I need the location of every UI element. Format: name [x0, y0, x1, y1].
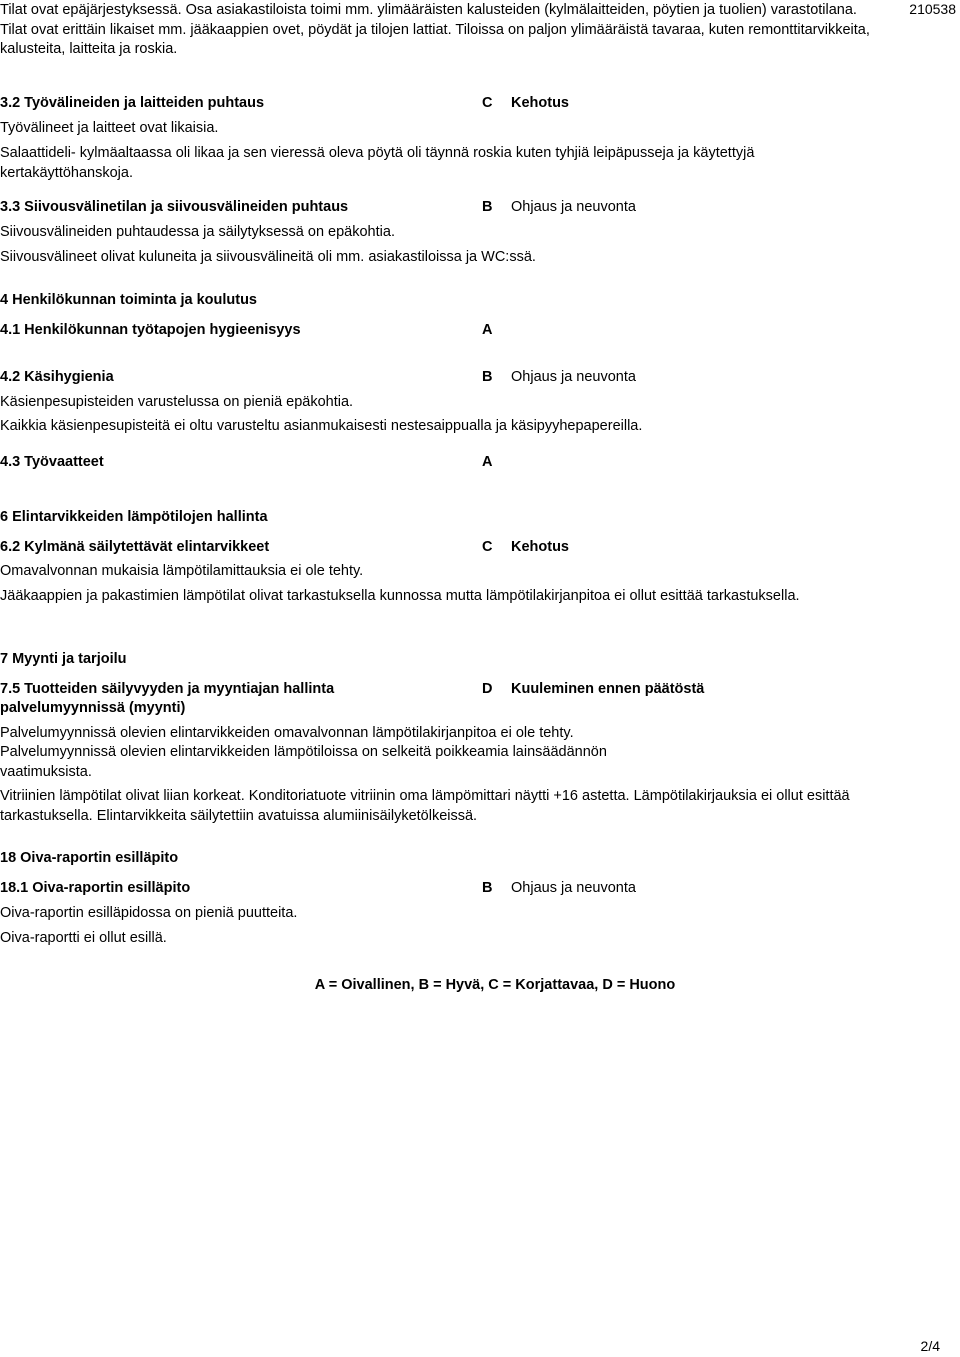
grade-letter: A — [482, 322, 493, 338]
page-number: 2/4 — [920, 1338, 940, 1354]
finding-text: Salaattideli- kylmäaltaassa oli likaa ja sen vieressä oleva pöytä oli täynnä roskia kuten tyhjiä leipäpusseja ja käytettyjä kertakäyttöhanskoja. — [0, 145, 755, 181]
intro-paragraph: Tilat ovat epäjärjestyksessä. Osa asiakastiloista toimi mm. ylimääräisten kalusteiden (kylmälaitteiden, pöytien ja tuolien) varastotilana. Tilat ovat erittäin likaiset mm. jääkaappien ovet, pöydät ja tilojen lattiat. Tiloissa on paljon ylimääräistä tavaraa, kuten remonttitarvikkeita, kalusteita, laitteita ja roskia. — [0, 2, 870, 57]
verdict: Ohjaus ja neuvonta — [511, 880, 636, 896]
grade-letter: D — [482, 681, 493, 697]
finding-text: Kaikkia käsienpesupisteitä ei oltu varusteltu asianmukaisesti nestesaippualla ja käsipyyhepapereilla. — [0, 418, 643, 434]
section-heading: 7.5 Tuotteiden säilyvyyden ja myyntiajan hallinta — [0, 681, 335, 697]
section-4-1-header — [0, 321, 900, 341]
section-7-5-header — [0, 680, 900, 700]
finding-text: Jääkaappien ja pakastimien lämpötilat olivat tarkastuksella kunnossa mutta lämpötilakirjanpitoa ei ollut esittää tarkastuksella. — [0, 588, 800, 604]
section-3-2-header — [0, 94, 900, 114]
section-heading: 4.3 Työvaatteet — [0, 454, 104, 470]
section-6-2-header — [0, 538, 900, 558]
verdict: Kuuleminen ennen päätöstä — [511, 681, 705, 697]
document-id: 210538 — [909, 1, 956, 17]
finding-text: Oiva-raportti ei ollut esillä. — [0, 930, 167, 946]
section-heading: 18.1 Oiva-raportin esilläpito — [0, 880, 191, 896]
verdict: Kehotus — [511, 95, 569, 111]
section-4-3-header — [0, 453, 900, 473]
grade-letter: A — [482, 454, 493, 470]
finding-text: Siivousvälineiden puhtaudessa ja säilytyksessä on epäkohtia. — [0, 224, 395, 240]
section-heading: 3.2 Työvälineiden ja laitteiden puhtaus — [0, 95, 265, 111]
grade-letter: B — [482, 880, 493, 896]
grade-legend: A = Oivallinen, B = Hyvä, C = Korjattavaa, D = Huono — [314, 977, 676, 993]
section-3-3-header — [0, 198, 900, 218]
finding-text: Palvelumyynnissä olevien elintarvikkeiden omavalvonnan lämpötilakirjanpitoa ei ole tehty. — [0, 725, 574, 741]
finding-text: Oiva-raportin esilläpidossa on pieniä puutteita. — [0, 905, 298, 921]
grade-letter: C — [482, 95, 493, 111]
finding-text: Käsienpesupisteiden varustelussa on pieniä epäkohtia. — [0, 394, 354, 410]
group-heading: 18 Oiva-raportin esilläpito — [0, 850, 179, 866]
group-heading: 7 Myynti ja tarjoilu — [0, 651, 127, 667]
section-heading: 6.2 Kylmänä säilytettävät elintarvikkeet — [0, 539, 270, 555]
section-heading: 3.3 Siivousvälinetilan ja siivousvälineiden puhtaus — [0, 199, 349, 215]
section-heading: 4.2 Käsihygienia — [0, 369, 114, 385]
section-heading-cont: palvelumyynnissä (myynti) — [0, 700, 186, 716]
finding-text: Omavalvonnan mukaisia lämpötilamittauksia ei ole tehty. — [0, 563, 364, 579]
grade-letter: B — [482, 369, 493, 385]
group-heading: 4 Henkilökunnan toiminta ja koulutus — [0, 292, 257, 308]
verdict: Kehotus — [511, 539, 569, 555]
finding-text: Vitriinien lämpötilat olivat liian korkeat. Konditoriatuote vitriinin oma lämpömittari näytti +16 astetta. Lämpötilakirjauksia ei ollut esittää tarkastuksella. Elintarvikkeita säilytettiin avatuissa alumiinisäilyketölkeissä. — [0, 788, 850, 824]
verdict: Ohjaus ja neuvonta — [511, 369, 636, 385]
section-18-1-header — [0, 879, 900, 899]
section-heading: 4.1 Henkilökunnan työtapojen hygieenisyys — [0, 322, 301, 338]
finding-text: Palvelumyynnissä olevien elintarvikkeiden lämpötiloissa on selkeitä poikkeamia lainsäädännön vaatimuksista. — [0, 744, 607, 780]
finding-text: Siivousvälineet olivat kuluneita ja siivousvälineitä oli mm. asiakastiloissa ja WC:ssä. — [0, 249, 536, 265]
group-heading: 6 Elintarvikkeiden lämpötilojen hallinta — [0, 509, 268, 525]
finding-text: Työvälineet ja laitteet ovat likaisia. — [0, 120, 219, 136]
grade-letter: C — [482, 539, 493, 555]
section-4-2-header — [0, 368, 900, 388]
grade-letter: B — [482, 199, 493, 215]
verdict: Ohjaus ja neuvonta — [511, 199, 636, 215]
